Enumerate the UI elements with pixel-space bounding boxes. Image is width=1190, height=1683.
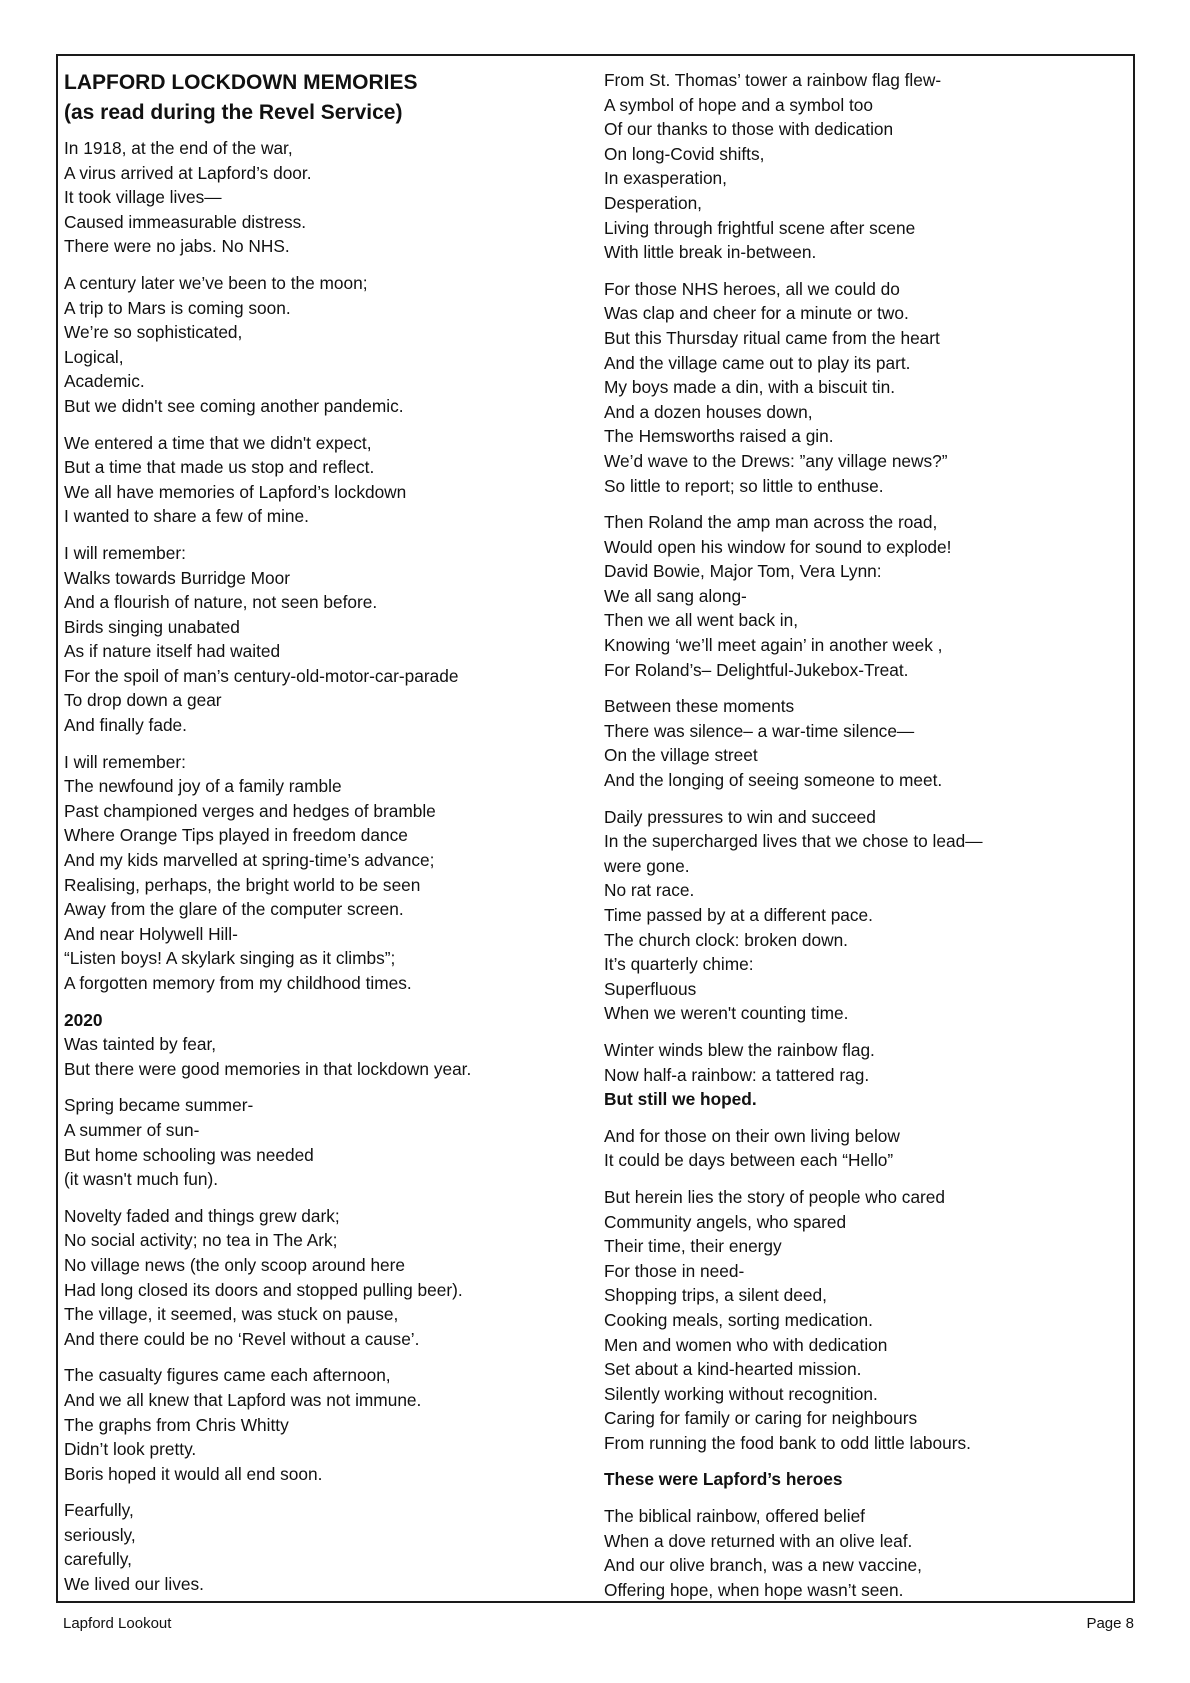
poem-line: Logical,: [64, 346, 124, 367]
poem-line: In exasperation,: [604, 168, 727, 189]
poem-line: But we didn't see coming another pandemic.: [64, 395, 404, 416]
poem-line: Realising, perhaps, the bright world to be seen: [64, 874, 421, 895]
footer-page-number: Page 8: [1086, 1615, 1134, 1632]
poem-line: Offering hope, when hope wasn’t seen.: [604, 1579, 904, 1600]
poem-line: “Listen boys! A skylark singing as it climbs”;: [64, 948, 396, 969]
poem-line: The biblical rainbow, offered belief: [604, 1506, 865, 1527]
stanza: [604, 1467, 1129, 1492]
poem-line: A century later we’ve been to the moon;: [64, 272, 368, 293]
poem-line: Time passed by at a different pace.: [604, 905, 873, 925]
stanza: [604, 1124, 1129, 1173]
poem-line: When we weren't counting time.: [604, 1003, 849, 1024]
poem-line: There were no jabs. No NHS.: [64, 236, 290, 257]
poem-line: Away from the glare of the computer screen.: [64, 899, 404, 920]
poem-line: We entered a time that we didn't expect,: [64, 432, 372, 453]
stanza: [64, 1498, 584, 1596]
poem-line: Between these moments: [604, 696, 795, 717]
poem-line: In 1918, at the end of the war,: [64, 138, 293, 158]
poem-line: On long-Covid shifts,: [604, 143, 765, 164]
poem-line: Set about a kind-hearted mission.: [604, 1359, 862, 1380]
poem-line: Of our thanks to those with dedication: [604, 119, 894, 140]
poem-line: I will remember:: [64, 542, 186, 563]
poem-line: And a dozen houses down,: [604, 401, 813, 422]
footer-publication: Lapford Lookout: [63, 1615, 172, 1632]
poem-line: There was silence– a war-time silence—: [604, 720, 915, 741]
poem-line: To drop down a gear: [64, 690, 222, 711]
stanza: [64, 541, 584, 738]
poem-line: It’s quarterly chime:: [604, 954, 754, 975]
poem-line: Academic.: [64, 371, 145, 392]
stanza: [64, 136, 584, 259]
poem-line: But there were good memories in that lockdown year.: [64, 1058, 472, 1079]
poem-line: Living through frightful scene after scene: [604, 217, 916, 238]
poem-line: We’re so sophisticated,: [64, 322, 243, 343]
poem-line: Didn’t look pretty.: [64, 1439, 197, 1460]
poem-line: Silently working without recognition.: [604, 1383, 878, 1404]
poem-line: Had long closed its doors and stopped pulling beer).: [64, 1279, 463, 1300]
poem-title: [64, 68, 584, 128]
poem-line: And the longing of seeing someone to meet.: [604, 770, 943, 791]
poem-line: A virus arrived at Lapford’s door.: [64, 162, 312, 183]
stanza: [64, 271, 584, 419]
poem-line: When a dove returned with an olive leaf.: [604, 1530, 913, 1551]
subtitle-line: (as read during the Revel Service): [64, 101, 403, 124]
poem-line: were gone.: [604, 855, 690, 876]
stanza: [604, 805, 1129, 1026]
poem-line: Superfluous: [604, 978, 697, 999]
poem-line: And for those on their own living below: [604, 1125, 900, 1146]
poem-line: No social activity; no tea in The Ark;: [64, 1230, 338, 1251]
stanza: [64, 1093, 584, 1191]
poem-line: Shopping trips, a silent deed,: [604, 1285, 827, 1306]
stanza: [64, 431, 584, 529]
poem-line: It took village lives—: [64, 187, 222, 208]
poem-line: The Hemsworths raised a gin.: [604, 426, 834, 447]
right-stanzas: [604, 68, 1129, 1602]
stanza: [604, 277, 1129, 498]
stanza: [604, 510, 1129, 682]
poem-line: Now half-a rainbow: a tattered rag.: [604, 1064, 870, 1085]
poem-line: And the village came out to play its part.: [604, 352, 911, 373]
poem-line: And our olive branch, was a new vaccine,: [604, 1555, 922, 1576]
poem-line: 2020: [64, 1009, 103, 1030]
poem-line: Was clap and cheer for a minute or two.: [604, 303, 909, 324]
poem-line: For those NHS heroes, all we could do: [604, 278, 900, 299]
poem-line: Knowing ‘we’ll meet again’ in another week ,: [604, 635, 943, 656]
poem-line: Winter winds blew the rainbow flag.: [604, 1039, 875, 1060]
poem-line: And my kids marvelled at spring-time’s advance;: [64, 850, 435, 871]
poem-line: For Roland’s– Delightful-Jukebox-Treat.: [604, 659, 909, 680]
stanza: [64, 1204, 584, 1352]
poem-line: A trip to Mars is coming soon.: [64, 297, 291, 318]
poem-line: David Bowie, Major Tom, Vera Lynn:: [604, 561, 882, 582]
poem-line: From St. Thomas’ tower a rainbow flag flew-: [604, 70, 942, 90]
poem-line: We all have memories of Lapford’s lockdown: [64, 481, 407, 502]
poem-line: These were Lapford’s heroes: [604, 1469, 843, 1490]
poem-line: Daily pressures to win and succeed: [604, 806, 876, 827]
poem-line: For the spoil of man’s century-old-motor-car-parade: [64, 665, 459, 686]
poem-line: Desperation,: [604, 192, 702, 213]
poem-line: The graphs from Chris Whitty: [64, 1414, 289, 1435]
poem-line: But home schooling was needed: [64, 1144, 314, 1165]
poem-line: And near Holywell Hill-: [64, 923, 238, 944]
poem-line: The newfound joy of a family ramble: [64, 776, 342, 797]
poem-line: Spring became summer-: [64, 1095, 254, 1116]
poem-line: Then Roland the amp man across the road,: [604, 512, 938, 533]
poem-line: And there could be no ‘Revel without a cause’.: [64, 1328, 420, 1349]
left-column: [64, 68, 584, 1609]
stanza: [604, 1185, 1129, 1456]
poem-line: In the supercharged lives that we chose to lead—: [604, 831, 983, 852]
poem-line: I wanted to share a few of mine.: [64, 506, 309, 527]
poem-line: But still we hoped.: [604, 1089, 757, 1110]
poem-line: We all sang along-: [604, 585, 747, 606]
left-stanzas: [64, 136, 584, 1597]
poem-line: Novelty faded and things grew dark;: [64, 1205, 340, 1226]
poem-line: A summer of sun-: [64, 1119, 200, 1140]
poem-frame: [56, 54, 1135, 1603]
stanza: [64, 1363, 584, 1486]
poem-line: But herein lies the story of people who cared: [604, 1186, 946, 1207]
poem-line: seriously,: [64, 1524, 136, 1545]
poem-line: We’d wave to the Drews: ”any village news?”: [604, 450, 948, 471]
poem-line: Was tainted by fear,: [64, 1034, 217, 1055]
poem-line: No village news (the only scoop around here: [64, 1254, 406, 1275]
poem-line: The village, it seemed, was stuck on pause,: [64, 1304, 399, 1325]
poem-line: But a time that made us stop and reflect.: [64, 457, 375, 478]
poem-line: Then we all went back in,: [604, 610, 799, 631]
poem-line: And finally fade.: [64, 715, 187, 736]
poem-line: A forgotten memory from my childhood times.: [64, 973, 412, 993]
poem-line: Fearfully,: [64, 1500, 134, 1521]
poem-line: It could be days between each “Hello”: [604, 1150, 894, 1171]
stanza: [64, 750, 584, 996]
poem-line: A symbol of hope and a symbol too: [604, 94, 873, 115]
stanza: [604, 1504, 1129, 1602]
poem-line: On the village street: [604, 745, 758, 766]
poem-line: Past championed verges and hedges of bramble: [64, 800, 436, 821]
poem-line: And a flourish of nature, not seen before.: [64, 592, 378, 613]
poem-line: Would open his window for sound to explode!: [604, 536, 952, 557]
stanza: [64, 1008, 584, 1082]
poem-line: I will remember:: [64, 751, 186, 772]
poem-line: But this Thursday ritual came from the heart: [604, 327, 940, 348]
poem-line: My boys made a din, with a biscuit tin.: [604, 377, 896, 398]
poem-line: Where Orange Tips played in freedom dance: [64, 825, 408, 846]
poem-line: As if nature itself had waited: [64, 641, 281, 662]
title-line: LAPFORD LOCKDOWN MEMORIES: [64, 71, 418, 94]
poem-line: No rat race.: [604, 880, 695, 901]
poem-line: And we all knew that Lapford was not immune.: [64, 1389, 422, 1410]
poem-line: So little to report; so little to enthuse.: [604, 475, 884, 496]
stanza: [604, 68, 1129, 265]
stanza: [604, 1038, 1129, 1112]
poem-line: We lived our lives.: [64, 1574, 204, 1595]
poem-line: Their time, their energy: [604, 1236, 782, 1257]
poem-line: Cooking meals, sorting medication.: [604, 1309, 873, 1330]
poem-line: For those in need-: [604, 1260, 745, 1281]
poem-line: Boris hoped it would all end soon.: [64, 1463, 323, 1484]
poem-line: The casualty figures came each afternoon,: [64, 1365, 391, 1386]
poem-line: With little break in-between.: [604, 242, 817, 263]
right-column: [604, 68, 1129, 1614]
stanza: [604, 694, 1129, 792]
poem-line: (it wasn't much fun).: [64, 1169, 219, 1190]
poem-line: Caused immeasurable distress.: [64, 211, 307, 232]
poem-line: carefully,: [64, 1549, 132, 1570]
poem-line: Community angels, who spared: [604, 1211, 847, 1232]
poem-line: The church clock: broken down.: [604, 929, 848, 950]
poem-line: Caring for family or caring for neighbours: [604, 1408, 918, 1429]
poem-line: Men and women who with dedication: [604, 1334, 888, 1355]
poem-line: From running the food bank to odd little labours.: [604, 1432, 971, 1453]
poem-line: Walks towards Burridge Moor: [64, 567, 291, 588]
poem-line: Birds singing unabated: [64, 616, 240, 637]
